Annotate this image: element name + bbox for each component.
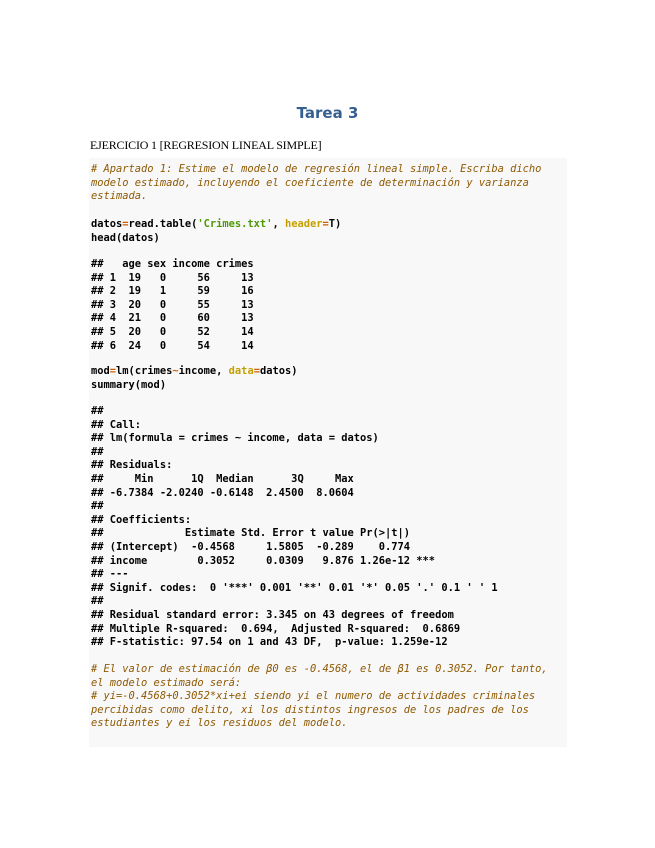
code-tilde-op: ~ — [172, 365, 179, 377]
exercise-heading: EJERCICIO 1 [REGRESION LINEAL SIMPLE] — [90, 138, 322, 152]
code-output-model-summary: ## ## Call: ## lm(formula = crimes ~ income, data = datos) ## ## Residuals: ## Min 1Q Median 3Q Max ## -6.7384 -2.0240 -0.6148 2.4500 8.0604 ## ## Coefficients: ## Estimate Std. Error t value Pr(>|t|) ## (Intercept) -0.4568 1.5805 -0.289 0.774 ## income 0.3052 0.0309 9.876 1.26e-12 *** ## --- ## Signif. codes: 0 '***' 0.001 '**' 0.01 '*' 0.05 '.' 0.1 ' ' 1 ## ## Residual standard error: 3.345 on 43 degrees of freedom ## Multiple R-squared: 0.694, Adjusted R-squared: 0.6869 ## F-statistic: 97.54 on 1 and 43 DF, p-value: 1.259e-12 — [91, 405, 498, 649]
code-comment-conclusion: # El valor de estimación de β0 es -0.4568, el de β1 es 0.3052. Por tanto, el modelo estimado será: # yi=-0.4568+0.3052*xi+ei siendo yi el numero de actividades criminales percibidas como delito, xi los distintos ingresos de los padres de los estudiantes y ei los residuos del modelo. — [91, 663, 548, 730]
code-output-head-table: ## age sex income crimes ## 1 19 0 56 13 ## 2 19 1 59 16 ## 3 20 0 55 13 ## 4 21 0 60 13 ## 5 20 0 52 14 ## 6 24 0 54 14 — [91, 258, 254, 352]
code-token: mod — [91, 365, 110, 377]
code-arg-name: data — [228, 365, 254, 377]
code-token: read.table( — [128, 218, 198, 230]
code-arg-name: header — [284, 218, 323, 230]
code-token: head(datos) — [91, 231, 160, 244]
code-token: , — [272, 218, 285, 230]
code-token: summary(mod) — [91, 378, 167, 391]
code-token: datos — [91, 218, 123, 230]
code-source-read-data — [91, 218, 565, 245]
page-title: Tarea 3 — [296, 104, 359, 122]
code-assign-op: = — [122, 218, 129, 230]
code-token: T) — [328, 218, 342, 230]
code-comment-intro: # Apartado 1: Estime el modelo de regresión lineal simple. Escriba dicho modelo estimado, incluyendo el coeficiente de determinación y varianza estimada. — [91, 163, 548, 203]
code-assign-op: = — [253, 365, 260, 377]
code-assign-op: = — [322, 218, 329, 230]
code-token: income, — [178, 365, 229, 377]
code-string-literal: 'Crimes.txt' — [197, 218, 273, 230]
code-token: lm(crimes — [116, 365, 173, 377]
code-token: datos) — [259, 365, 298, 377]
code-source-model — [91, 365, 565, 392]
code-assign-op: = — [109, 365, 117, 377]
